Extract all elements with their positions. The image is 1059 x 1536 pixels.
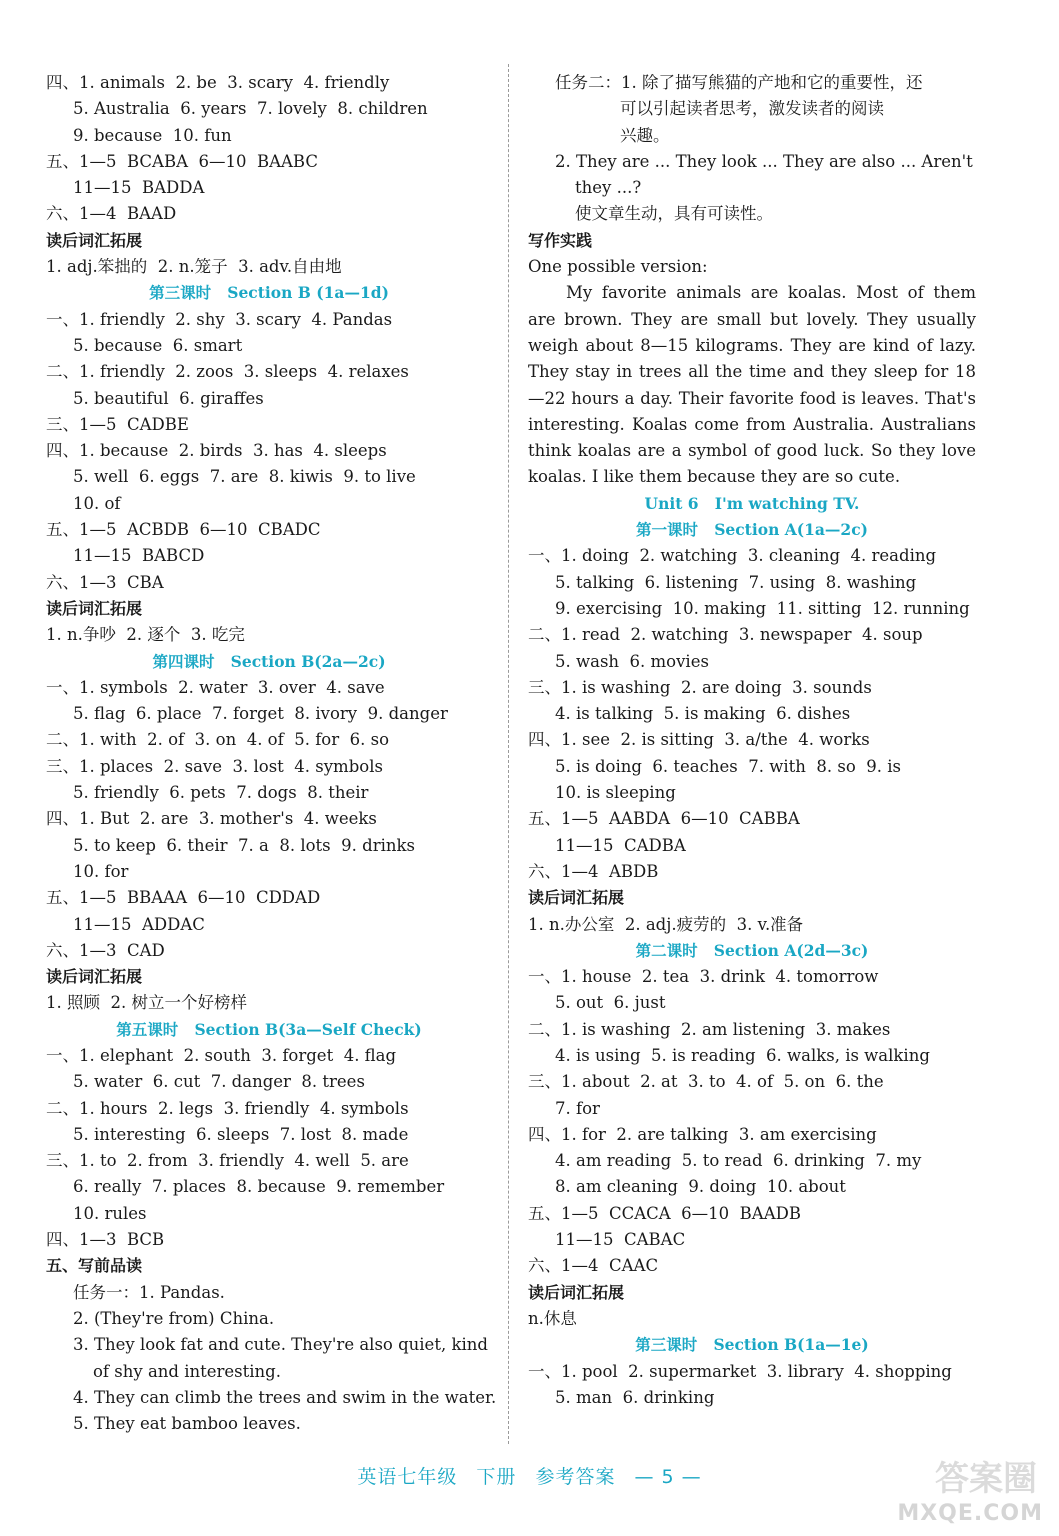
answer-line: 11—15 BADDA	[73, 178, 205, 198]
answer-line: 三、1—5 CADBE	[46, 414, 189, 434]
answer-line: 五、1—5 CCACA 6—10 BAADB	[528, 1203, 801, 1223]
answer-line: 11—15 ADDAC	[73, 914, 205, 934]
answer-line: 2. They are ... They look ... They are also ... Aren't	[555, 151, 973, 171]
subheading: 读后词汇拓展	[528, 1282, 625, 1302]
answer-line: 三、1. places 2. save 3. lost 4. symbols	[46, 756, 383, 776]
answer-line: One possible version:	[528, 257, 708, 277]
answer-line: 六、1—4 ABDB	[528, 861, 659, 881]
answer-line: 5. friendly 6. pets 7. dogs 8. their	[73, 783, 369, 803]
answer-line: 1. n.办公室 2. adj.疲劳的 3. v.准备	[528, 914, 804, 934]
answer-line: 10. rules	[73, 1203, 147, 1223]
answer-line: 五、1—5 ACBDB 6—10 CBADC	[46, 520, 321, 540]
footer-subject: 英语七年级	[357, 1466, 458, 1488]
answer-line: 5. is doing 6. teaches 7. with 8. so 9. is	[555, 756, 901, 776]
section-heading: 第五课时 Section B(3a—Self Check)	[116, 1019, 422, 1039]
answer-line: 7. for	[555, 1098, 600, 1118]
left-column	[46, 70, 497, 1437]
answer-line: 11—15 CADBA	[555, 835, 686, 855]
answer-line: 五、1—5 BBAAA 6—10 CDDAD	[46, 888, 321, 908]
footer-volume: 下册	[476, 1466, 517, 1488]
watermark-en: MXQE.COM	[897, 1501, 1043, 1526]
answer-line: 3. They look fat and cute. They're also quiet, kind	[73, 1335, 488, 1355]
answer-line: 四、1. for 2. are talking 3. am exercising	[528, 1124, 877, 1144]
answer-line: 任务一：1. Pandas.	[73, 1282, 225, 1302]
answer-line: 三、1. is washing 2. are doing 3. sounds	[528, 677, 872, 697]
answer-line: 4. am reading 5. to read 6. drinking 7. my	[555, 1151, 922, 1171]
subheading: 读后词汇拓展	[46, 230, 143, 250]
section-heading: 第二课时 Section A(2d—3c)	[635, 940, 869, 960]
answer-line: 5. out 6. just	[555, 993, 666, 1013]
answer-line: 5. water 6. cut 7. danger 8. trees	[73, 1072, 365, 1092]
answer-line: 二、1. is washing 2. am listening 3. makes	[528, 1019, 891, 1039]
watermark-cn: 答案圈	[935, 1459, 1037, 1499]
answer-line: 使文章生动，具有可读性。	[575, 204, 773, 224]
answer-line: 二、1. hours 2. legs 3. friendly 4. symbols	[46, 1098, 409, 1118]
answer-line: 9. exercising 10. making 11. sitting 12. running	[555, 598, 970, 618]
answer-line: 10. is sleeping	[555, 783, 676, 803]
answer-line: 11—15 BABCD	[73, 546, 205, 566]
answer-line: 一、1. symbols 2. water 3. over 4. save	[46, 677, 385, 697]
subheading: 读后词汇拓展	[46, 967, 143, 987]
answer-line: 二、1. friendly 2. zoos 3. sleeps 4. relaxes	[46, 362, 409, 382]
essay-paragraph: My favorite animals are koalas. Most of them are brown. They are small but lovely. They usually weigh about 8—15 kilograms. They are kind of lazy. They stay in trees all the time and they sleep for 18—22 hours a day. Their favorite food is leaves. That's interesting. Koalas come from Australia. Australians think koalas are a symbol of good luck. So they love koalas. I like them because they are so cute.	[528, 283, 976, 487]
subheading: 读后词汇拓展	[528, 888, 625, 908]
answer-line: 4. is talking 5. is making 6. dishes	[555, 704, 851, 724]
section-heading: 第三课时 Section B(1a—1e)	[635, 1335, 869, 1355]
section-heading: Unit 6 I'm watching TV.	[644, 493, 860, 513]
answer-line: n.休息	[528, 1308, 577, 1328]
answer-line: 三、1. about 2. at 3. to 4. of 5. on 6. the	[528, 1072, 884, 1092]
answer-line: 五、1—5 AABDA 6—10 CABBA	[528, 809, 800, 829]
answer-line: 一、1. doing 2. watching 3. cleaning 4. reading	[528, 546, 937, 566]
section-heading: 第三课时 Section B (1a—1d)	[149, 283, 389, 303]
answer-line: 六、1—4 CAAC	[528, 1256, 659, 1276]
answer-line: 1. adj.笨拙的 2. n.笼子 3. adv.自由地	[46, 257, 342, 277]
answer-line: 5. man 6. drinking	[555, 1387, 715, 1407]
answer-line: 10. of	[73, 493, 121, 513]
answer-line: 二、1. with 2. of 3. on 4. of 5. for 6. so	[46, 730, 390, 750]
answer-line: 5. flag 6. place 7. forget 8. ivory 9. danger	[73, 704, 448, 724]
answer-line: 11—15 CABAC	[555, 1230, 686, 1250]
answer-line: of shy and interesting.	[93, 1361, 281, 1381]
answer-line: 5. Australia 6. years 7. lovely 8. children	[73, 99, 428, 119]
answer-line: 一、1. house 2. tea 3. drink 4. tomorrow	[528, 967, 879, 987]
answer-line: 四、1. see 2. is sitting 3. a/the 4. works	[528, 730, 870, 750]
answer-line: 9. because 10. fun	[73, 125, 232, 145]
answer-line: 1. 照顾 2. 树立一个好榜样	[46, 993, 247, 1013]
answer-line: 一、1. elephant 2. south 3. forget 4. flag	[46, 1045, 397, 1065]
answer-line: 5. talking 6. listening 7. using 8. washing	[555, 572, 917, 592]
subheading: 五、写前品读	[46, 1256, 143, 1276]
answer-line: 六、1—4 BAAD	[46, 204, 177, 224]
watermark-logo	[897, 1450, 1053, 1532]
answer-line: they ...?	[575, 178, 642, 198]
answer-line: 5. wash 6. movies	[555, 651, 709, 671]
answer-line: 四、1. animals 2. be 3. scary 4. friendly	[46, 73, 390, 92]
answer-line: 5. beautiful 6. giraffes	[73, 388, 264, 408]
answer-line: 四、1. But 2. are 3. mother's 4. weeks	[46, 809, 377, 829]
subheading: 读后词汇拓展	[46, 598, 143, 618]
answer-line: 二、1. read 2. watching 3. newspaper 4. soup	[528, 625, 923, 645]
answer-line: 兴趣。	[620, 125, 670, 145]
answer-line: 5. to keep 6. their 7. a 8. lots 9. drinks	[73, 835, 415, 855]
answer-line: 1. n.争吵 2. 逐个 3. 吃完	[46, 625, 245, 645]
section-heading: 第四课时 Section B(2a—2c)	[152, 651, 386, 671]
answer-line: 一、1. pool 2. supermarket 3. library 4. shopping	[528, 1361, 952, 1381]
answer-line: 四、1—3 BCB	[46, 1230, 165, 1250]
answer-line: 5. because 6. smart	[73, 335, 243, 355]
answer-line: 一、1. friendly 2. shy 3. scary 4. Pandas	[46, 309, 393, 329]
right-column	[528, 70, 976, 1411]
answer-line: 六、1—3 CAD	[46, 940, 165, 960]
footer-page-number: — 5 —	[634, 1466, 702, 1488]
answer-line: 4. They can climb the trees and swim in the water.	[73, 1387, 497, 1407]
answer-line: 10. for	[73, 861, 129, 881]
footer-label: 参考答案	[535, 1466, 616, 1488]
answer-line: 四、1. because 2. birds 3. has 4. sleeps	[46, 441, 387, 461]
answer-line: 5. They eat bamboo leaves.	[73, 1414, 301, 1434]
answer-line: 2. (They're from) China.	[73, 1308, 275, 1328]
answer-line: 可以引起读者思考，激发读者的阅读	[620, 99, 884, 119]
page-footer	[0, 1462, 1059, 1489]
answer-line: 五、1—5 BCABA 6—10 BAABC	[46, 151, 318, 171]
answer-line: 8. am cleaning 9. doing 10. about	[555, 1177, 846, 1197]
answer-line: 5. well 6. eggs 7. are 8. kiwis 9. to live	[73, 467, 416, 487]
answer-line: 任务二：1. 除了描写熊猫的产地和它的重要性，还	[555, 73, 923, 92]
column-divider	[508, 64, 509, 1444]
section-heading: 第一课时 Section A(1a—2c)	[636, 520, 868, 540]
answer-line: 5. interesting 6. sleeps 7. lost 8. made	[73, 1124, 409, 1144]
answer-line: 三、1. to 2. from 3. friendly 4. well 5. are	[46, 1151, 409, 1171]
answer-line: 4. is using 5. is reading 6. walks, is walking	[555, 1045, 930, 1065]
answer-line: 六、1—3 CBA	[46, 572, 164, 592]
subheading: 写作实践	[528, 230, 593, 250]
answer-line: 6. really 7. places 8. because 9. remember	[73, 1177, 445, 1197]
